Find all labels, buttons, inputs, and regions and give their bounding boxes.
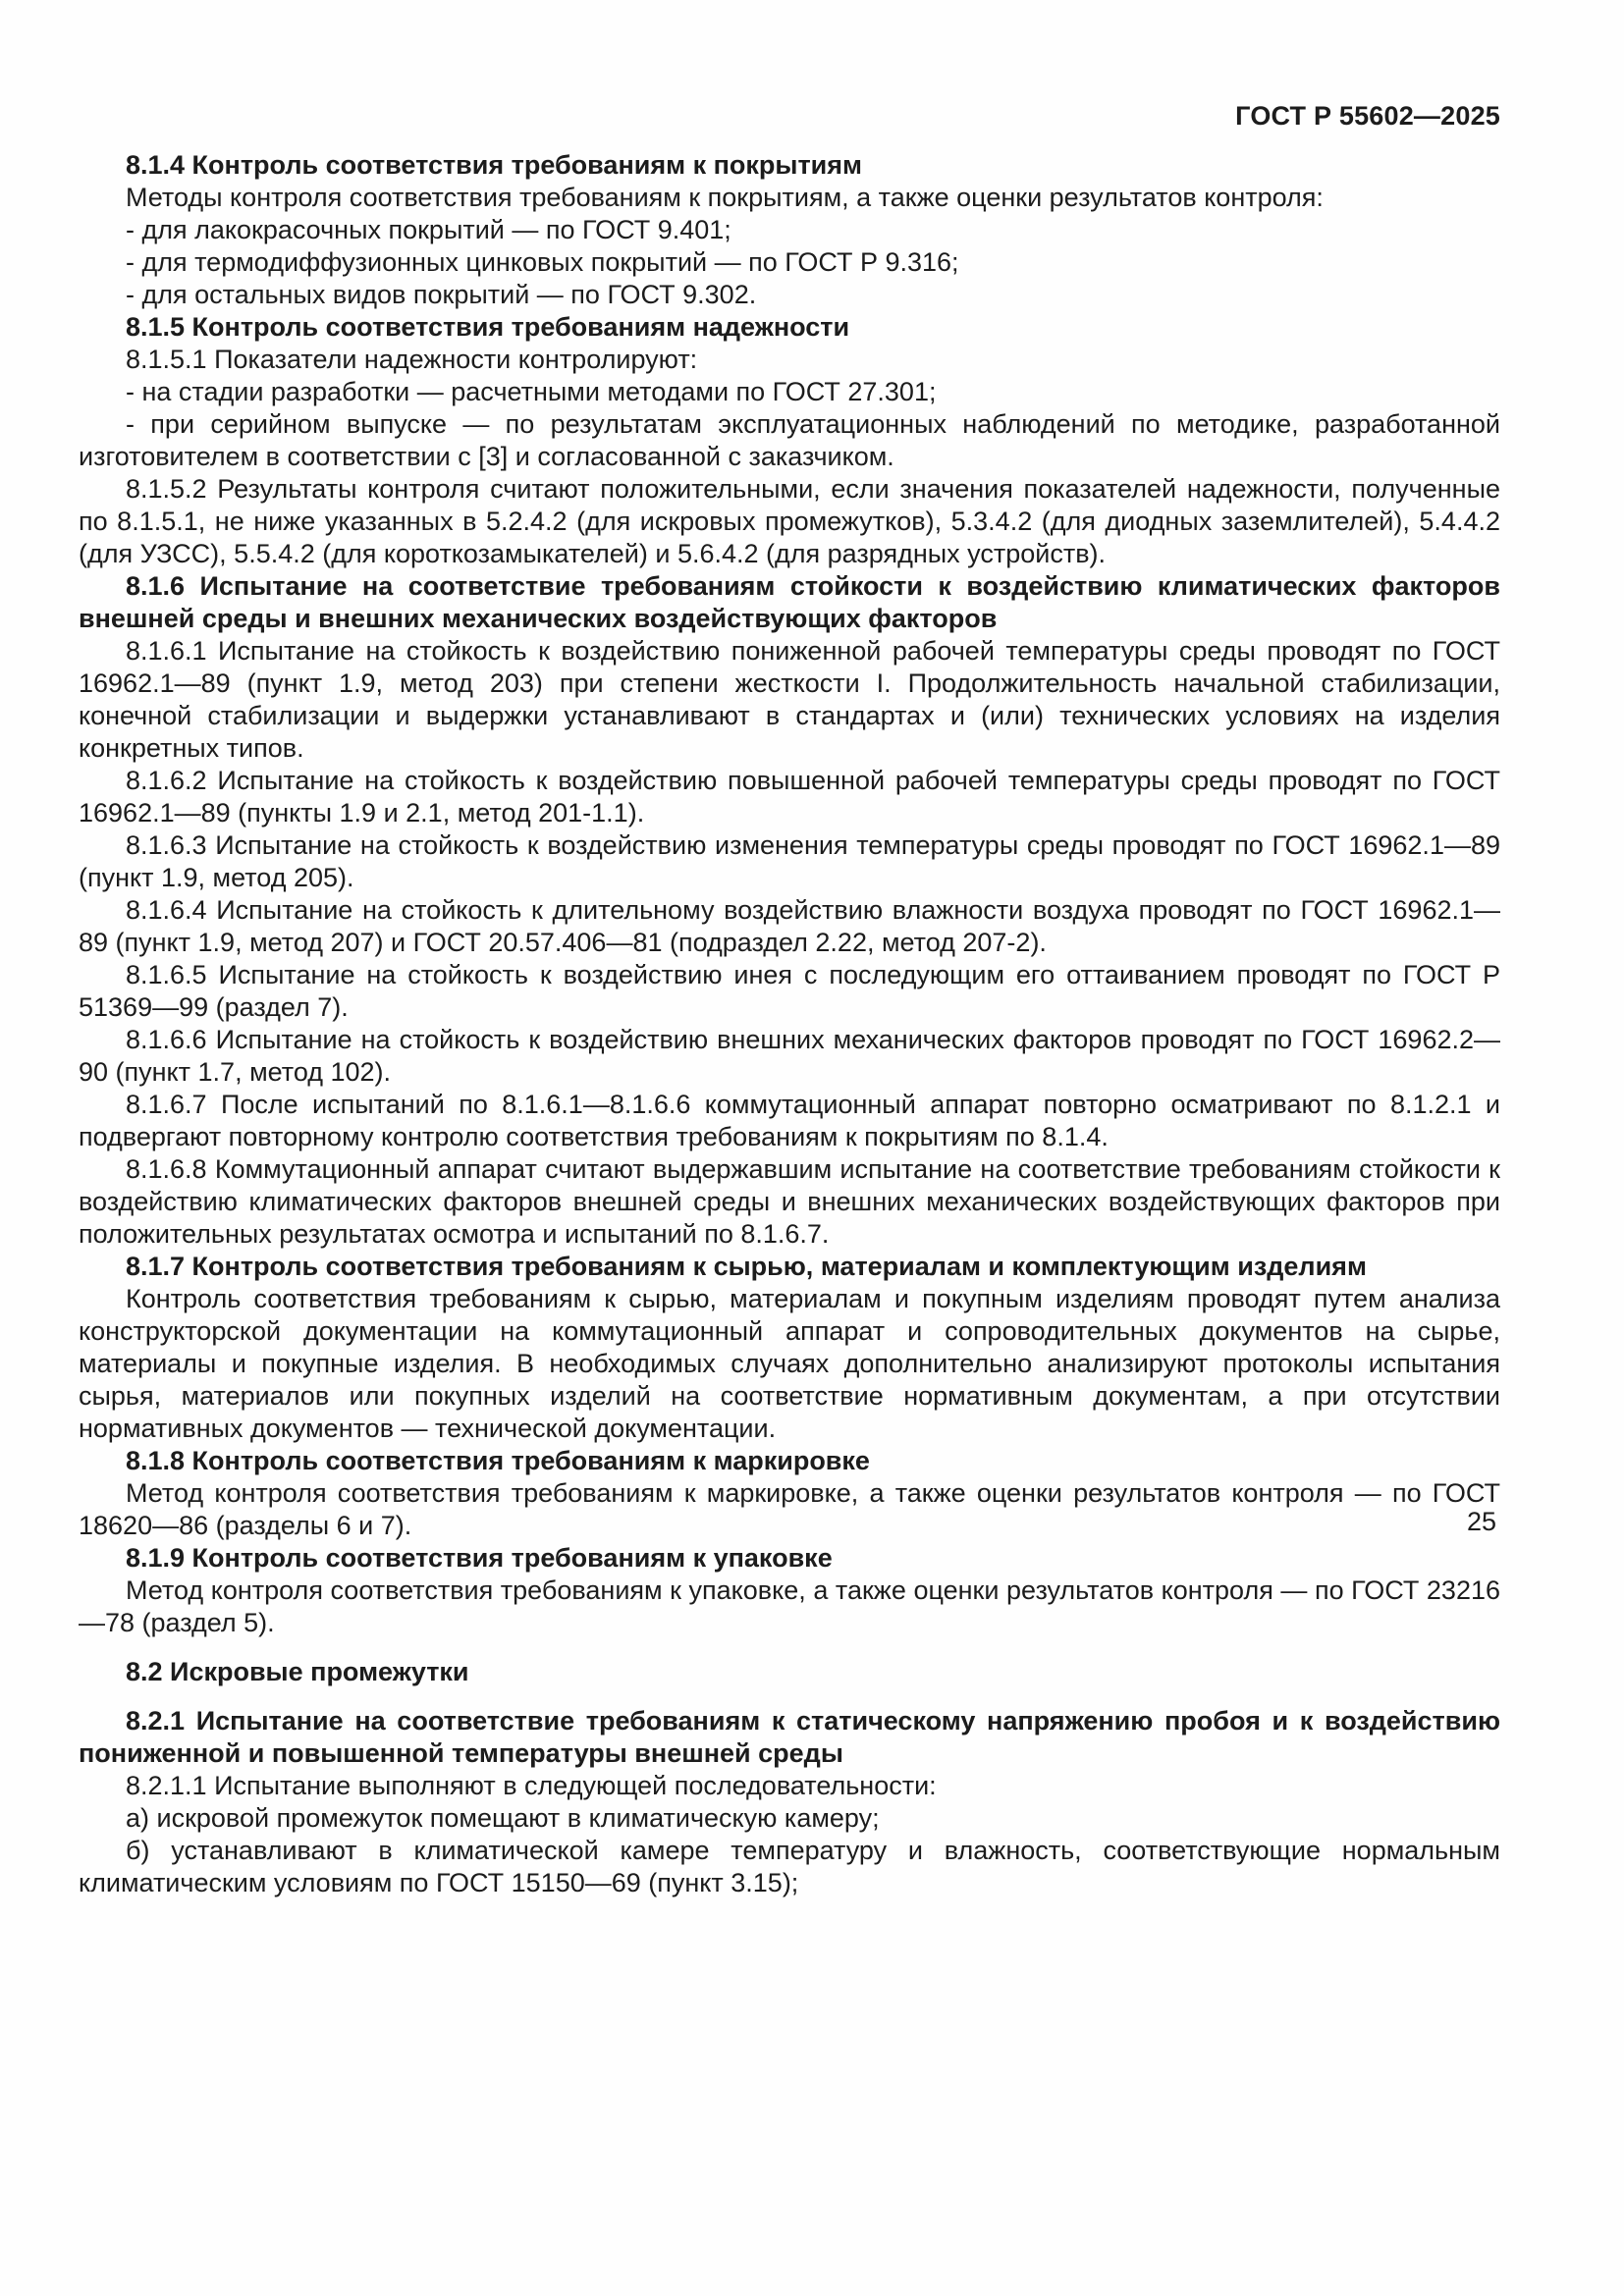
paragraph: 8.1.6.8 Коммутационный аппарат считают выдержавшим испытание на соответствие требованиям стойкости к воздействию климатических факторов внешней среды и внешних механических воздействующих факторов при положительных результатах осмотра и испытаний по 8.1.6.7. [79, 1154, 1500, 1249]
doc-number: ГОСТ Р 55602—2025 [1235, 101, 1500, 131]
paragraph: 8.1.5.2 Результаты контроля считают положительными, если значения показателей надежности, полученные по 8.1.5.1, не ниже указанных в 5.2.4.2 (для искровых промежутков), 5.3.4.2 (для диодных заземлителей), 5.4.4.2 (для УЗСС), 5.5.4.2 (для короткозамыкателей) и 5.6.4.2 (для разрядных устройств). [79, 474, 1500, 568]
paragraph: 8.1.6.2 Испытание на стойкость к воздействию повышенной рабочей температуры среды проводят по ГОСТ 16962.1—89 (пункты 1.9 и 2.1, метод 201-1.1). [79, 766, 1500, 828]
paragraph: 8.1.6.3 Испытание на стойкость к воздействию изменения температуры среды проводят по ГОСТ 16962.1—89 (пункт 1.9, метод 205). [79, 830, 1500, 892]
list-item: а) искровой промежуток помещают в климатическую камеру; [126, 1803, 880, 1833]
paragraph: Методы контроля соответствия требованиям к покрытиям, а также оценки результатов контроля: [126, 183, 1324, 212]
paragraph: 8.1.6.5 Испытание на стойкость к воздействию инея с последующим его оттаиванием проводят по ГОСТ Р 51369—99 (раздел 7). [79, 960, 1500, 1022]
paragraph: 8.1.6.6 Испытание на стойкость к воздействию внешних механических факторов проводят по ГОСТ 16962.2—90 (пункт 1.7, метод 102). [79, 1025, 1500, 1087]
section-heading-8-1-5: 8.1.5 Контроль соответствия требованиям надежности [126, 312, 850, 342]
section-heading-8-1-4: 8.1.4 Контроль соответствия требованиям к покрытиям [126, 150, 863, 180]
list-item: б) устанавливают в климатической камере температуру и влажность, соответствующие нормальным климатическим условиям по ГОСТ 15150—69 (пункт 3.15); [79, 1836, 1500, 1897]
paragraph: 8.1.6.4 Испытание на стойкость к длительному воздействию влажности воздуха проводят по ГОСТ 16962.1—89 (пункт 1.9, метод 207) и ГОСТ 20.57.406—81 (подраздел 2.22, метод 207-2). [79, 895, 1500, 957]
section-heading-8-1-6: 8.1.6 Испытание на соответствие требованиям стойкости к воздействию климатических факторов внешней среды и внешних механических воздействующих факторов [79, 571, 1500, 633]
paragraph: Контроль соответствия требованиям к сырью, материалам и покупным изделиям проводят путем анализа конструкторской документации на коммутационный аппарат и сопроводительных документов на сырье, материалы и покупные изделия. В необходимых случаях дополнительно анализируют протоколы испытания сырья, материалов или покупных изделий на соответствие нормативным документам, а при отсутствии нормативных документов — технической документации. [79, 1284, 1500, 1443]
list-item: - для термодиффузионных цинковых покрытий — по ГОСТ Р 9.316; [126, 247, 959, 277]
paragraph: Метод контроля соответствия требованиям к маркировке, а также оценки результатов контроля — по ГОСТ 18620—86 (разделы 6 и 7). [79, 1478, 1500, 1540]
section-heading-8-2-1: 8.2.1 Испытание на соответствие требованиям к статическому напряжению пробоя и к воздействию пониженной и повышенной температуры внешней среды [79, 1706, 1500, 1768]
document-body [79, 149, 1500, 1899]
section-heading-8-2: 8.2 Искровые промежутки [126, 1657, 469, 1686]
section-heading-8-1-8: 8.1.8 Контроль соответствия требованиям к маркировке [126, 1446, 870, 1475]
section-heading-8-1-7: 8.1.7 Контроль соответствия требованиям к сырью, материалам и комплектующим изделиям [126, 1252, 1367, 1281]
paragraph: 8.1.6.7 После испытаний по 8.1.6.1—8.1.6.6 коммутационный аппарат повторно осматривают по 8.1.2.1 и подвергают повторному контролю соответствия требованиям к покрытиям по 8.1.4. [79, 1090, 1500, 1151]
paragraph: Метод контроля соответствия требованиям к упаковке, а также оценки результатов контроля — по ГОСТ 23216—78 (раздел 5). [79, 1575, 1500, 1637]
section-heading-8-1-9: 8.1.9 Контроль соответствия требованиям к упаковке [126, 1543, 833, 1573]
paragraph: 8.2.1.1 Испытание выполняют в следующей последовательности: [126, 1771, 937, 1800]
page-number: 25 [1466, 1507, 1496, 1536]
list-item: - при серийном выпуске — по результатам эксплуатационных наблюдений по методике, разработанной изготовителем в соответствии с [3] и согласованной с заказчиком. [79, 409, 1500, 471]
list-item: - для лакокрасочных покрытий — по ГОСТ 9.401; [126, 215, 731, 244]
paragraph: 8.1.6.1 Испытание на стойкость к воздействию пониженной рабочей температуры среды проводят по ГОСТ 16962.1—89 (пункт 1.9, метод 203) при степени жесткости I. Продолжительность начальной стабилизации, конечной стабилизации и выдержки устанавливают в стандартах и (или) технических условиях на изделия конкретных типов. [79, 636, 1500, 763]
list-item: - на стадии разработки — расчетными методами по ГОСТ 27.301; [126, 377, 937, 406]
list-item: - для остальных видов покрытий — по ГОСТ 9.302. [126, 280, 757, 309]
paragraph: 8.1.5.1 Показатели надежности контролируют: [126, 345, 698, 374]
